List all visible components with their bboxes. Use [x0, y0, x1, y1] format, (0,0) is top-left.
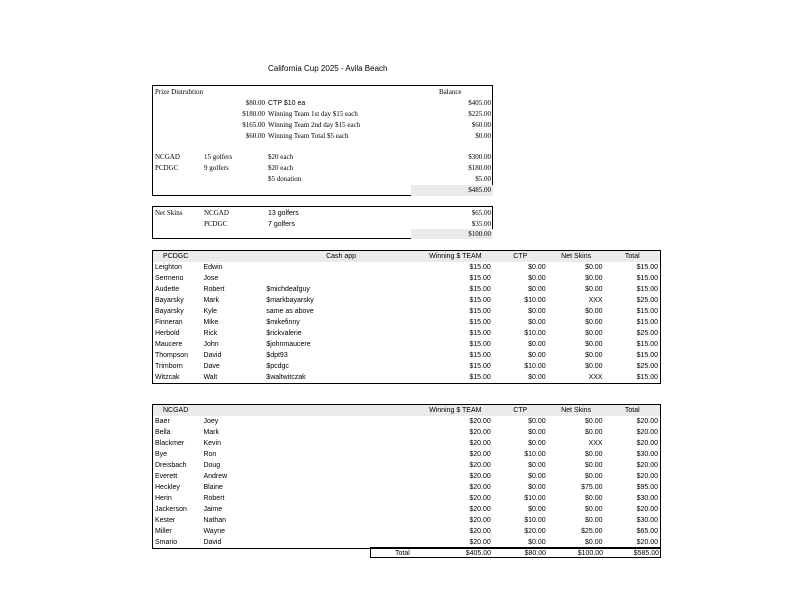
- winning-cell: $15.00: [469, 341, 491, 348]
- ctp-cell: $10.00: [524, 517, 546, 524]
- totals-label: Total: [395, 550, 410, 557]
- prize-desc: Winning Team Total $5 each: [268, 132, 349, 140]
- column-header: Total: [605, 405, 661, 417]
- first-name-cell: Blaine: [203, 484, 223, 491]
- last-name-cell: Thompson: [155, 352, 189, 359]
- first-name-cell: David: [203, 352, 222, 359]
- first-name-cell: Kyle: [203, 308, 218, 315]
- cash-app-cell: [264, 526, 417, 537]
- net-skins-cell: $0.00: [585, 330, 603, 337]
- cash-app-cell: $johnmaucere: [266, 341, 311, 348]
- winning-cell: $15.00: [469, 275, 491, 282]
- cash-app-cell: $waltwitczak: [266, 374, 306, 381]
- net-skins-cell: $0.00: [585, 418, 603, 425]
- prize-desc: Winning Team 2nd day $15 each: [268, 121, 361, 129]
- totals-ctp: $80.00: [524, 550, 546, 557]
- first-name-cell: John: [203, 341, 219, 348]
- cash-app-cell: [264, 449, 417, 460]
- total-cell: $15.00: [636, 286, 658, 293]
- last-name-cell: Baer: [155, 418, 170, 425]
- ctp-cell: $0.00: [528, 429, 546, 436]
- cash-app-cell: $michdeafguy: [266, 286, 310, 293]
- net-skins-label: Net Skins: [155, 209, 183, 217]
- total-cell: $15.00: [636, 374, 658, 381]
- last-name-cell: Miller: [155, 528, 172, 535]
- cash-app-cell: $rickvalerie: [266, 330, 302, 337]
- first-name-cell: Mark: [203, 297, 220, 304]
- totals-total: $585.00: [633, 550, 659, 557]
- winning-cell: $20.00: [469, 451, 491, 458]
- last-name-cell: Bayarsky: [155, 308, 184, 315]
- total-cell: $15.00: [636, 319, 658, 326]
- balance-header-label: Balance: [439, 88, 462, 96]
- first-name-cell: Rick: [203, 330, 218, 337]
- winning-cell: $20.00: [469, 528, 491, 535]
- total-cell: $20.00: [636, 429, 658, 436]
- cash-app-cell: [264, 493, 417, 504]
- winning-cell: $20.00: [469, 506, 491, 513]
- winning-cell: $20.00: [469, 484, 491, 491]
- column-header: CTP: [493, 405, 548, 417]
- last-name-cell: Kester: [155, 517, 176, 524]
- ncgad-table: [152, 404, 661, 549]
- ctp-cell: $0.00: [528, 506, 546, 513]
- column-header: [264, 405, 417, 417]
- prize-header-label: Prize Distrubtion: [155, 88, 204, 96]
- group-balance: $300.00: [468, 153, 491, 161]
- ctp-cell: $0.00: [528, 275, 546, 282]
- winning-cell: $20.00: [469, 517, 491, 524]
- total-cell: $25.00: [636, 363, 658, 370]
- winning-cell: $20.00: [469, 429, 491, 436]
- group-desc: $5 donation: [268, 175, 302, 183]
- winning-cell: $15.00: [469, 363, 491, 370]
- net-skins-cell: $0.00: [585, 451, 603, 458]
- cash-app-cell: [264, 504, 417, 515]
- net-skins-cell: $0.00: [585, 429, 603, 436]
- table-row: [153, 284, 661, 295]
- totals-row: [370, 547, 661, 558]
- ctp-cell: $0.00: [528, 462, 546, 469]
- total-cell: $25.00: [636, 330, 658, 337]
- table-row: [153, 460, 661, 471]
- prize-balance: $60.00: [471, 121, 491, 129]
- net-skins-cell: $0.00: [585, 473, 603, 480]
- last-name-cell: Witzcak: [155, 374, 180, 381]
- group-name: NCGAD: [155, 153, 180, 161]
- ctp-cell: $0.00: [528, 319, 546, 326]
- first-name-cell: Dave: [203, 363, 220, 370]
- last-name-cell: Herin: [155, 495, 172, 502]
- last-name-cell: Herbold: [155, 330, 180, 337]
- net-skins-cell: $75.00: [581, 484, 603, 491]
- net-skins-box: [152, 206, 493, 239]
- pcdgc-table: [152, 250, 661, 384]
- cash-app-cell: [264, 471, 417, 482]
- table-row: [153, 504, 661, 515]
- table-row: [153, 350, 661, 361]
- table-header-row: [153, 251, 661, 263]
- cash-app-cell: [264, 460, 417, 471]
- prize-amount: $180.00: [242, 110, 265, 118]
- column-header: Winning $ TEAM: [418, 405, 493, 417]
- net-skins-cell: $25.00: [581, 528, 603, 535]
- total-cell: $30.00: [636, 517, 658, 524]
- ctp-cell: $0.00: [528, 484, 546, 491]
- cash-app-cell: same as above: [266, 308, 314, 315]
- table-row: [153, 339, 661, 350]
- winning-cell: $20.00: [469, 462, 491, 469]
- ctp-cell: $0.00: [528, 341, 546, 348]
- total-cell: $65.00: [636, 528, 658, 535]
- net-skins-cell: XXX: [588, 374, 603, 381]
- first-name-cell: Kevin: [203, 440, 221, 447]
- total-cell: $30.00: [636, 451, 658, 458]
- table-row: [153, 372, 661, 384]
- net-skins-cell: $0.00: [585, 539, 603, 546]
- winning-cell: $15.00: [469, 374, 491, 381]
- net-skins-cell: $0.00: [585, 308, 603, 315]
- table-header-row: [153, 405, 661, 417]
- table-row: [153, 449, 661, 460]
- total-cell: $20.00: [636, 462, 658, 469]
- prize-balance: $0.00: [475, 132, 491, 140]
- winning-cell: $20.00: [469, 495, 491, 502]
- prize-amount: $80.00: [245, 99, 265, 107]
- group-balance: $5.00: [475, 175, 491, 183]
- ctp-cell: $0.00: [528, 440, 546, 447]
- group-desc: $20 each: [268, 153, 294, 161]
- cash-app-cell: [264, 515, 417, 526]
- last-name-cell: Blackmer: [155, 440, 185, 447]
- last-name-cell: Smario: [155, 539, 178, 546]
- last-name-cell: Bye: [155, 451, 168, 458]
- column-header: Cash app: [264, 251, 418, 263]
- last-name-cell: Finneran: [155, 319, 183, 326]
- first-name-cell: Joey: [203, 418, 219, 425]
- winning-cell: $15.00: [469, 297, 491, 304]
- skins-total: $100.00: [468, 230, 491, 238]
- total-cell: $20.00: [636, 539, 658, 546]
- ctp-cell: $0.00: [528, 352, 546, 359]
- ctp-cell: $0.00: [528, 308, 546, 315]
- winning-cell: $20.00: [469, 440, 491, 447]
- prize-desc: Winning Team 1st day $15 each: [268, 110, 358, 118]
- ctp-cell: $10.00: [524, 330, 546, 337]
- last-name-cell: Bayarsky: [155, 297, 184, 304]
- cash-app-cell: $markbayarsky: [266, 297, 314, 304]
- table-row: [153, 482, 661, 493]
- last-name-cell: Jackerson: [155, 506, 187, 513]
- first-name-cell: Mark: [203, 429, 220, 436]
- total-cell: $20.00: [636, 440, 658, 447]
- first-name-cell: Walt: [203, 374, 218, 381]
- prize-amount: $60.00: [245, 132, 265, 140]
- net-skins-cell: $0.00: [585, 517, 603, 524]
- first-name-cell: Edwin: [203, 264, 223, 271]
- winning-cell: $15.00: [469, 308, 491, 315]
- winning-cell: $15.00: [469, 319, 491, 326]
- total-cell: $20.00: [636, 473, 658, 480]
- winning-cell: $15.00: [469, 264, 491, 271]
- table-row: [153, 471, 661, 482]
- table-row: [153, 306, 661, 317]
- ctp-cell: $0.00: [528, 473, 546, 480]
- cash-app-cell: [264, 273, 418, 284]
- skins-group-amount: $35.00: [471, 220, 491, 228]
- last-name-cell: Bella: [155, 429, 171, 436]
- first-name-cell: Doug: [203, 462, 221, 469]
- skins-group-name: PCDGC: [204, 220, 228, 228]
- table-row: [153, 427, 661, 438]
- cash-app-cell: [264, 438, 417, 449]
- first-name-cell: Ron: [203, 451, 217, 458]
- table-row: [153, 526, 661, 537]
- table-row: [153, 295, 661, 306]
- ctp-cell: $10.00: [524, 495, 546, 502]
- ctp-cell: $20.00: [524, 528, 546, 535]
- first-name-cell: Robert: [203, 286, 225, 293]
- ctp-cell: $0.00: [528, 264, 546, 271]
- prize-desc: CTP $10 ea: [268, 100, 306, 107]
- prize-distribution-box: [152, 85, 493, 196]
- cash-app-cell: [264, 262, 418, 273]
- net-skins-cell: $0.00: [585, 275, 603, 282]
- first-name-cell: Jose: [203, 275, 219, 282]
- totals-skins: $100.00: [577, 550, 603, 557]
- prize-balance: $225.00: [468, 110, 491, 118]
- last-name-cell: Dreisbach: [155, 462, 187, 469]
- ctp-cell: $10.00: [524, 297, 546, 304]
- last-name-cell: Heckley: [155, 484, 180, 491]
- group-golfers: 15 golfers: [204, 153, 233, 161]
- winning-cell: $15.00: [469, 330, 491, 337]
- total-cell: $15.00: [636, 341, 658, 348]
- total-cell: $15.00: [636, 264, 658, 271]
- ctp-cell: $0.00: [528, 539, 546, 546]
- page-title: California Cup 2025 - Avila Beach: [268, 64, 388, 73]
- column-header: Net Skins: [548, 405, 605, 417]
- last-name-cell: Everett: [155, 473, 178, 480]
- ctp-cell: $0.00: [528, 374, 546, 381]
- group-desc: $20 each: [268, 164, 294, 172]
- first-name-cell: David: [203, 539, 222, 546]
- table-row: [153, 493, 661, 504]
- net-skins-cell: $0.00: [585, 352, 603, 359]
- skins-group-count: 13 golfers: [268, 210, 299, 217]
- table-row: [153, 262, 661, 273]
- skins-group-count: 7 golfers: [268, 221, 295, 228]
- total-cell: $25.00: [636, 297, 658, 304]
- total-cell: $15.00: [636, 275, 658, 282]
- table-row: [153, 328, 661, 339]
- first-name-cell: Wayne: [203, 528, 225, 535]
- column-header: Net Skins: [548, 251, 605, 263]
- ctp-cell: $0.00: [528, 286, 546, 293]
- table-row: [153, 273, 661, 284]
- net-skins-cell: $0.00: [585, 264, 603, 271]
- column-header: PCDGC: [153, 251, 265, 263]
- net-skins-cell: $0.00: [585, 286, 603, 293]
- total-cell: $15.00: [636, 308, 658, 315]
- cash-app-cell: $dpt93: [266, 352, 288, 359]
- cash-app-cell: $pcdgc: [266, 363, 289, 370]
- table-row: [153, 416, 661, 427]
- prize-balance: $405.00: [468, 99, 491, 107]
- prize-amount: $165.00: [242, 121, 265, 129]
- winning-cell: $20.00: [469, 418, 491, 425]
- total-cell: $30.00: [636, 495, 658, 502]
- last-name-cell: Maucere: [155, 341, 183, 348]
- prize-total: $485.00: [468, 186, 491, 194]
- first-name-cell: Robert: [203, 495, 225, 502]
- skins-group-amount: $65.00: [471, 209, 491, 217]
- net-skins-cell: $0.00: [585, 462, 603, 469]
- group-golfers: 9 golfers: [204, 164, 229, 172]
- last-name-cell: Trimborn: [155, 363, 183, 370]
- cash-app-cell: $mikefinny: [266, 319, 300, 326]
- net-skins-cell: $0.00: [585, 341, 603, 348]
- net-skins-cell: XXX: [588, 440, 603, 447]
- ctp-cell: $10.00: [524, 363, 546, 370]
- column-header: NCGAD: [153, 405, 265, 417]
- winning-cell: $20.00: [469, 473, 491, 480]
- net-skins-cell: $0.00: [585, 506, 603, 513]
- table-row: [153, 361, 661, 372]
- table-row: [153, 317, 661, 328]
- first-name-cell: Nathan: [203, 517, 227, 524]
- table-row: [153, 438, 661, 449]
- column-header: CTP: [493, 251, 548, 263]
- first-name-cell: Andrew: [203, 473, 228, 480]
- net-skins-cell: $0.00: [585, 495, 603, 502]
- total-cell: $15.00: [636, 352, 658, 359]
- total-cell: $95.00: [636, 484, 658, 491]
- column-header: Winning $ TEAM: [418, 251, 493, 263]
- ctp-cell: $10.00: [524, 451, 546, 458]
- first-name-cell: Mike: [203, 319, 219, 326]
- winning-cell: $15.00: [469, 286, 491, 293]
- totals-winning: $405.00: [465, 550, 491, 557]
- cash-app-cell: [264, 427, 417, 438]
- net-skins-cell: $0.00: [585, 363, 603, 370]
- group-balance: $180.00: [468, 164, 491, 172]
- net-skins-cell: XXX: [588, 297, 603, 304]
- total-cell: $20.00: [636, 418, 658, 425]
- last-name-cell: Sermeno: [155, 275, 184, 282]
- cash-app-cell: [264, 416, 417, 427]
- group-name: PCDGC: [155, 164, 179, 172]
- last-name-cell: Leighton: [155, 264, 182, 271]
- winning-cell: $20.00: [469, 539, 491, 546]
- column-header: Total: [605, 251, 661, 263]
- skins-group-name: NCGAD: [204, 209, 229, 217]
- total-cell: $20.00: [636, 506, 658, 513]
- first-name-cell: Jaime: [203, 506, 223, 513]
- winning-cell: $15.00: [469, 352, 491, 359]
- cash-app-cell: [264, 482, 417, 493]
- table-row: [153, 515, 661, 526]
- last-name-cell: Audette: [155, 286, 180, 293]
- ctp-cell: $0.00: [528, 418, 546, 425]
- net-skins-cell: $0.00: [585, 319, 603, 326]
